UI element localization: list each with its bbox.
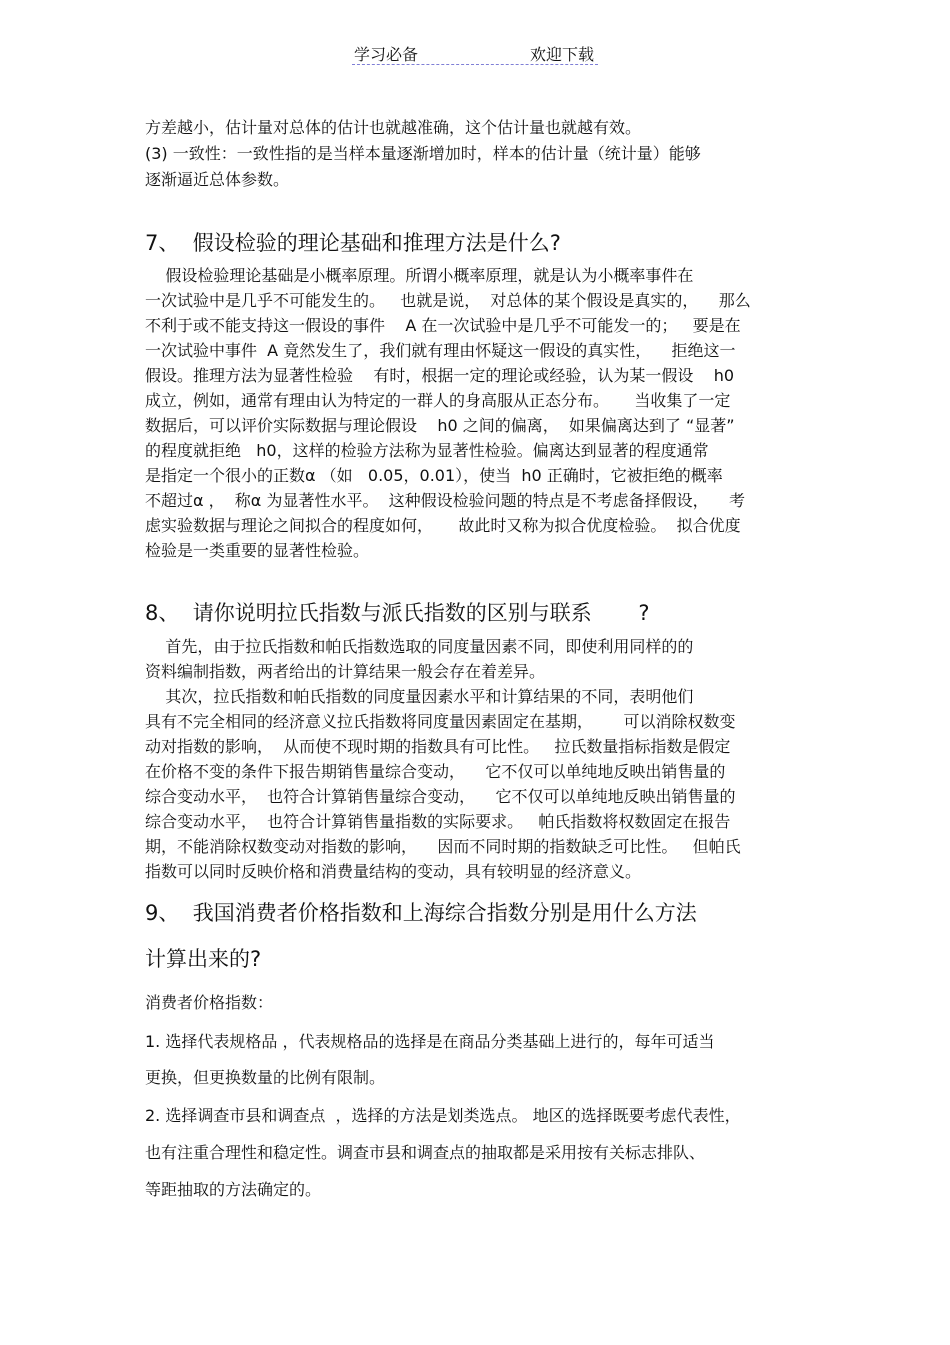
- text-line: 虑实验数据与理论之间拟合的程度如何， 故此时又称为拟合优度检验。 拟合优度: [145, 516, 741, 535]
- text-line: 方差越小，估计量对总体的估计也就越准确，这个估计量也就越有效。: [145, 118, 642, 137]
- text-line: 逐渐逼近总体参数。: [145, 170, 290, 189]
- text-line: 数据后，可以评价实际数据与理论假设 h0 之间的偏离， 如果偏离达到了 “显著”: [145, 416, 735, 435]
- text-line: 更换，但更换数量的比例有限制。: [145, 1068, 386, 1087]
- header-right-text: 欢迎下载: [529, 45, 594, 64]
- text-line: 一次试验中是几乎不可能发生的。 也就是说， 对总体的某个假设是真实的， 那么: [145, 291, 751, 310]
- text-line: 其次，拉氏指数和帕氏指数的同度量因素水平和计算结果的不同，表明他们: [145, 687, 694, 706]
- text-line: 动对指数的影响， 从而使不现时期的指数具有可比性。 拉氏数量指标指数是假定: [145, 737, 731, 756]
- text-line: 一次试验中事件 A 竟然发生了，我们就有理由怀疑这一假设的真实性， 拒绝这一: [145, 341, 736, 360]
- text-line: 是指定一个很小的正数α （如 0.05，0.01），使当 h0 正确时，它被拒绝的概率: [145, 466, 723, 485]
- text-line: 1. 选择代表规格品 ，代表规格品的选择是在商品分类基础上进行的，每年可适当: [145, 1032, 715, 1051]
- text-line: 假设。推理方法为显著性检验 有时，根据一定的理论或经验，认为某一假设 h0: [145, 366, 735, 385]
- text-line: 成立，例如，通常有理由认为特定的一群人的身高服从正态分布。 当收集了一定: [145, 391, 731, 410]
- section-heading-9: 9、 我国消费者价格指数和上海综合指数分别是用什么方法: [145, 901, 697, 925]
- text-line: 期，不能消除权数变动对指数的影响， 因而不同时期的指数缺乏可比性。 但帕氏: [145, 837, 741, 856]
- section-heading-7: 7、 假设检验的理论基础和推理方法是什么?: [145, 231, 561, 255]
- section-heading-9-cont: 计算出来的?: [145, 947, 262, 971]
- text-line: 也有注重合理性和稳定性。调查市县和调查点的抽取都是采用按有关标志排队、: [145, 1143, 706, 1162]
- text-line: 综合变动水平， 也符合计算销售量综合变动， 它不仅可以单纯地反映出销售量的: [145, 787, 736, 806]
- text-line: 假设检验理论基础是小概率原理。所谓小概率原理，就是认为小概率事件在: [145, 266, 694, 285]
- text-line: 具有不完全相同的经济意义拉氏指数将同度量因素固定在基期， 可以消除权数变: [145, 712, 736, 731]
- text-line: 等距抽取的方法确定的。: [145, 1180, 322, 1199]
- text-line: 检验是一类重要的显著性检验。: [145, 541, 370, 560]
- text-line: 指数可以同时反映价格和消费量结构的变动，具有较明显的经济意义。: [145, 862, 642, 881]
- text-line: 综合变动水平， 也符合计算销售量指数的实际要求。 帕氏指数将权数固定在报告: [145, 812, 731, 831]
- text-line: 资料编制指数，两者给出的计算结果一般会存在着差异。: [145, 662, 546, 681]
- text-line: 消费者价格指数：: [145, 993, 274, 1012]
- text-line: 不利于或不能支持这一假设的事件 A 在一次试验中是几乎不可能发一的； 要是在: [145, 316, 741, 335]
- page-header: [352, 42, 598, 65]
- section-heading-8: 8、 请你说明拉氏指数与派氏指数的区别与联系 ?: [145, 601, 650, 625]
- header-left-text: 学习必备: [354, 45, 419, 64]
- text-line: 2. 选择调查市县和调查点 ，选择的方法是划类选点。 地区的选择既要考虑代表性，: [145, 1106, 741, 1125]
- text-line: (3) 一致性：一致性指的是当样本量逐渐增加时，样本的估计量（统计量）能够: [145, 144, 701, 163]
- text-line: 不超过α ， 称α 为显著性水平。 这种假设检验问题的特点是不考虑备择假设， 考: [145, 491, 745, 510]
- text-line: 首先，由于拉氏指数和帕氏指数选取的同度量因素不同，即使利用同样的的: [145, 637, 694, 656]
- text-line: 的程度就拒绝 h0，这样的检验方法称为显著性检验。偏离达到显著的程度通常: [145, 441, 709, 460]
- text-line: 在价格不变的条件下报告期销售量综合变动， 它不仅可以单纯地反映出销售量的: [145, 762, 726, 781]
